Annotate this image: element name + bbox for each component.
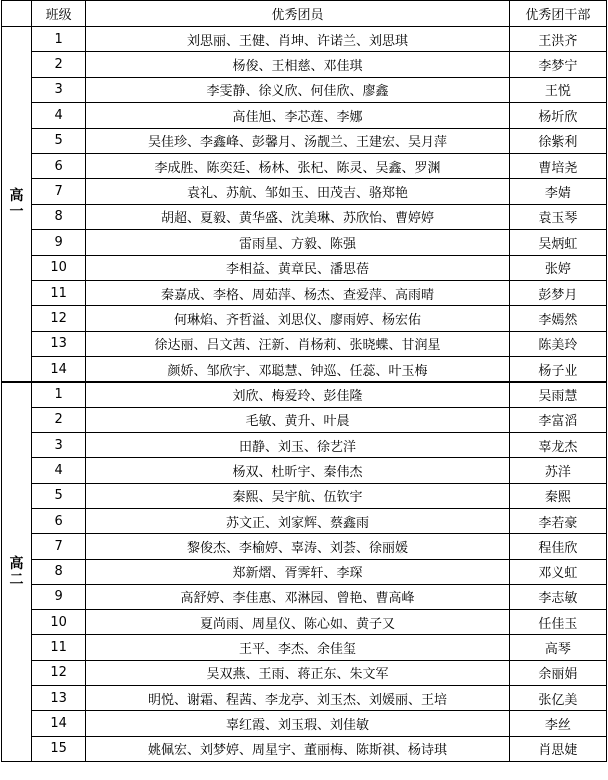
class-number: 11 — [32, 280, 86, 305]
class-number: 10 — [32, 610, 86, 635]
members-cell: 秦嘉成、李格、周茹萍、杨杰、查爱萍、高雨晴 — [86, 280, 510, 305]
cadre-cell: 高琴 — [509, 635, 606, 660]
members-cell: 田静、刘玉、徐艺洋 — [86, 433, 510, 458]
cadre-cell: 李丝 — [509, 711, 606, 736]
table-row — [2, 255, 607, 280]
members-cell: 高舒婷、李佳惠、邓淋园、曾艳、曹高峰 — [86, 584, 510, 609]
members-cell: 徐达丽、吕文茜、汪新、肖杨莉、张晓蝶、甘润星 — [86, 331, 510, 356]
table-row — [2, 660, 607, 685]
header-members: 优秀团员 — [86, 1, 510, 27]
table-row — [2, 433, 607, 458]
class-number: 2 — [32, 52, 86, 77]
table-row — [2, 153, 607, 178]
table-row — [2, 686, 607, 711]
cadre-cell: 苏洋 — [509, 458, 606, 483]
class-number: 1 — [32, 382, 86, 407]
grade-label-text: 高一 — [9, 187, 24, 220]
members-cell: 刘欣、梅爱玲、彭佳隆 — [86, 382, 510, 407]
cadre-cell: 王洪齐 — [509, 27, 606, 52]
class-number: 12 — [32, 306, 86, 331]
cadre-cell: 张婷 — [509, 255, 606, 280]
class-number: 8 — [32, 204, 86, 229]
class-number: 3 — [32, 77, 86, 102]
grade-group-2 — [2, 382, 607, 761]
cadre-cell: 李梦宁 — [509, 52, 606, 77]
class-number: 7 — [32, 179, 86, 204]
cadre-cell: 秦熙 — [509, 483, 606, 508]
table-row — [2, 204, 607, 229]
members-cell: 明悦、谢霜、程茜、李龙亭、刘玉杰、刘媛丽、王培 — [86, 686, 510, 711]
members-cell: 杨俊、王相慈、邓佳琪 — [86, 52, 510, 77]
members-cell: 颜娇、邹欣宇、邓聪慧、钟巡、任蕊、叶玉梅 — [86, 357, 510, 382]
table-row — [2, 382, 607, 407]
table-row — [2, 77, 607, 102]
cadre-cell: 肖思婕 — [509, 736, 606, 761]
members-cell: 苏文正、刘家辉、蔡鑫雨 — [86, 508, 510, 533]
class-number: 13 — [32, 331, 86, 356]
class-number: 4 — [32, 103, 86, 128]
table-row — [2, 357, 607, 382]
class-number: 2 — [32, 407, 86, 432]
class-number: 6 — [32, 153, 86, 178]
class-number: 12 — [32, 660, 86, 685]
members-cell: 黎俊杰、李榆婷、辜涛、刘荟、徐丽媛 — [86, 534, 510, 559]
members-cell: 李雯静、徐义欣、何佳欣、廖鑫 — [86, 77, 510, 102]
cadre-cell: 余丽娟 — [509, 660, 606, 685]
class-number: 8 — [32, 559, 86, 584]
cadre-cell: 王悦 — [509, 77, 606, 102]
cadre-cell: 李婧 — [509, 179, 606, 204]
class-number: 7 — [32, 534, 86, 559]
table-row — [2, 331, 607, 356]
members-cell: 雷雨星、方毅、陈强 — [86, 230, 510, 255]
table-row — [2, 128, 607, 153]
table-row — [2, 52, 607, 77]
class-number: 5 — [32, 483, 86, 508]
members-cell: 王平、李杰、余佳玺 — [86, 635, 510, 660]
cadre-cell: 邓义虹 — [509, 559, 606, 584]
members-cell: 何琳焰、齐哲溢、刘思仪、廖雨婷、杨宏佑 — [86, 306, 510, 331]
cadre-cell: 李志敏 — [509, 584, 606, 609]
members-cell: 吴双燕、王雨、蒋正东、朱文军 — [86, 660, 510, 685]
table-row — [2, 27, 607, 52]
cadre-cell: 彭梦月 — [509, 280, 606, 305]
table-row — [2, 736, 607, 761]
grade-label — [2, 27, 32, 382]
members-cell: 郑新熠、胥霁轩、李琛 — [86, 559, 510, 584]
cadre-cell: 程佳欣 — [509, 534, 606, 559]
class-number: 5 — [32, 128, 86, 153]
header-cadre: 优秀团干部 — [509, 1, 606, 27]
grade-label-text: 高二 — [9, 555, 24, 588]
table-row — [2, 559, 607, 584]
members-cell: 袁礼、苏航、邹如玉、田茂吉、骆郑艳 — [86, 179, 510, 204]
class-number: 11 — [32, 635, 86, 660]
table-row — [2, 103, 607, 128]
members-cell: 秦熙、吴宇航、伍钦宇 — [86, 483, 510, 508]
table-row — [2, 179, 607, 204]
grade-label — [2, 382, 32, 761]
table-row — [2, 458, 607, 483]
cadre-cell: 曹培尧 — [509, 153, 606, 178]
grade-group-1 — [2, 27, 607, 382]
members-cell: 杨双、杜昕宇、秦伟杰 — [86, 458, 510, 483]
members-cell: 姚佩宏、刘梦婷、周星宇、董丽梅、陈斯祺、杨诗琪 — [86, 736, 510, 761]
class-number: 10 — [32, 255, 86, 280]
table-row — [2, 610, 607, 635]
header-row — [2, 1, 607, 27]
cadre-cell: 李富滔 — [509, 407, 606, 432]
cadre-cell: 杨子业 — [509, 357, 606, 382]
class-number: 1 — [32, 27, 86, 52]
members-cell: 刘思丽、王健、肖坤、许诺兰、刘思琪 — [86, 27, 510, 52]
cadre-cell: 李若豪 — [509, 508, 606, 533]
cadre-cell: 陈美玲 — [509, 331, 606, 356]
table-row — [2, 584, 607, 609]
cadre-cell: 吴雨慧 — [509, 382, 606, 407]
table-row — [2, 280, 607, 305]
table-row — [2, 508, 607, 533]
cadre-cell: 杨圻欣 — [509, 103, 606, 128]
class-number: 9 — [32, 230, 86, 255]
members-cell: 毛敏、黄升、叶晨 — [86, 407, 510, 432]
header-grade — [2, 1, 32, 27]
header-class: 班级 — [32, 1, 86, 27]
honor-roll-table — [1, 0, 607, 762]
table-row — [2, 230, 607, 255]
cadre-cell: 袁玉琴 — [509, 204, 606, 229]
members-cell: 夏尚雨、周星仪、陈心如、黄子又 — [86, 610, 510, 635]
cadre-cell: 辜龙杰 — [509, 433, 606, 458]
class-number: 14 — [32, 357, 86, 382]
table-row — [2, 483, 607, 508]
table-row — [2, 306, 607, 331]
class-number: 14 — [32, 711, 86, 736]
members-cell: 辜红霞、刘玉瑕、刘佳敏 — [86, 711, 510, 736]
members-cell: 胡超、夏毅、黄华盛、沈美琳、苏欣怡、曹婷婷 — [86, 204, 510, 229]
table-row — [2, 534, 607, 559]
members-cell: 吴佳珍、李鑫峰、彭馨月、汤靓兰、王建宏、吴月萍 — [86, 128, 510, 153]
table-row — [2, 635, 607, 660]
cadre-cell: 李嫣然 — [509, 306, 606, 331]
cadre-cell: 张亿美 — [509, 686, 606, 711]
members-cell: 李相益、黄章民、潘思蓓 — [86, 255, 510, 280]
class-number: 13 — [32, 686, 86, 711]
members-cell: 李成胜、陈奕廷、杨林、张杞、陈灵、吴鑫、罗渊 — [86, 153, 510, 178]
cadre-cell: 任佳玉 — [509, 610, 606, 635]
class-number: 15 — [32, 736, 86, 761]
class-number: 4 — [32, 458, 86, 483]
class-number: 9 — [32, 584, 86, 609]
cadre-cell: 吴炳虹 — [509, 230, 606, 255]
table-row — [2, 711, 607, 736]
table-row — [2, 407, 607, 432]
class-number: 3 — [32, 433, 86, 458]
class-number: 6 — [32, 508, 86, 533]
cadre-cell: 徐紫利 — [509, 128, 606, 153]
members-cell: 高佳旭、李芯莲、李娜 — [86, 103, 510, 128]
